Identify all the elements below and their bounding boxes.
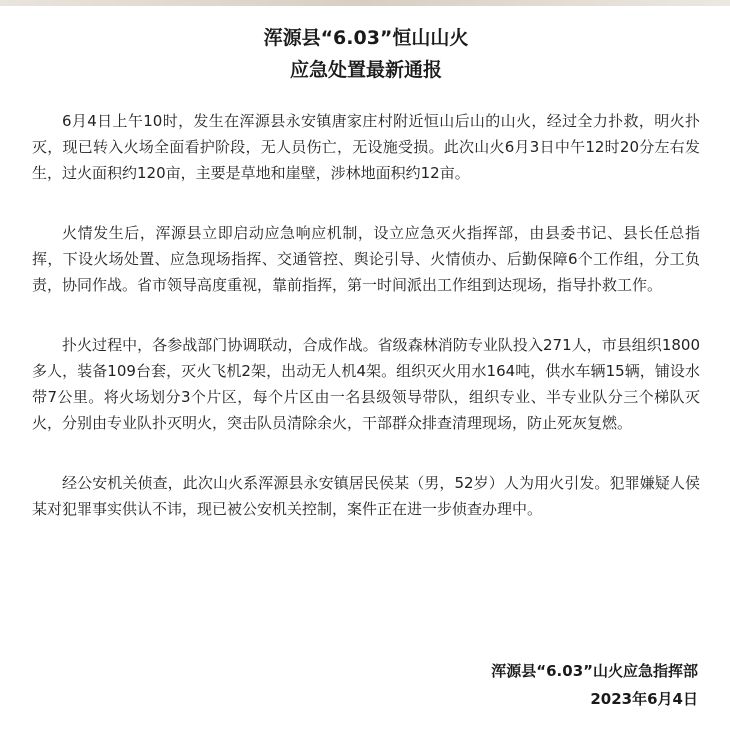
paragraph-emergency-response: 火情发生后，浑源县立即启动应急响应机制，设立应急灭火指挥部，由县委书记、县长任总指挥，下设火场处置、应急现场指挥、交通管控、舆论引导、火情侦办、后勤保障6个工作组，分工负责，协同作战。省市领导高度重视，靠前指挥，第一时间派出工作组到达现场，指导扑救工作。 — [32, 224, 700, 294]
issue-date: 2023年6月4日 — [590, 690, 698, 708]
notice-document — [32, 22, 700, 556]
signature-block — [491, 657, 698, 713]
notice-title-line-2: 应急处置最新通报 — [289, 59, 442, 81]
paragraph-firefighting-process: 扑火过程中，各参战部门协调联动，合成作战。省级森林消防专业队投入271人，市县组织1800多人，装备109台套，灭火飞机2架，出动无人机4架。组织灭火用水164吨，供水车辆15辆，铺设水带7公里。将火场划分3个片区，每个片区由一名县级领导带队，组织专业、半专业队分三个梯队灭火，分别由专业队扑灭明火，突击队员清除余火，干部群众排查清理现场，防止死灰复燃。 — [32, 336, 700, 432]
title-spacer — [32, 86, 700, 108]
paragraph-fire-status: 6月4日上午10时，发生在浑源县永安镇唐家庄村附近恒山后山的山火，经过全力扑救，明火扑灭，现已转入火场全面看护阶段，无人员伤亡，无设施受损。此次山火6月3日中午12时20分左右发生，过火面积约120亩，主要是草地和崖壁，涉林地面积约12亩。 — [32, 112, 700, 182]
paragraph-investigation: 经公安机关侦查，此次山火系浑源县永安镇居民侯某（男，52岁）人为用火引发。犯罪嫌疑人侯某对犯罪事实供认不讳，现已被公安机关控制，案件正在进一步侦查办理中。 — [32, 474, 700, 518]
issuing-authority: 浑源县“6.03”山火应急指挥部 — [491, 662, 698, 680]
top-decorative-strip — [0, 0, 730, 6]
notice-title-line-1: 浑源县“6.03”恒山山火 — [263, 27, 469, 49]
